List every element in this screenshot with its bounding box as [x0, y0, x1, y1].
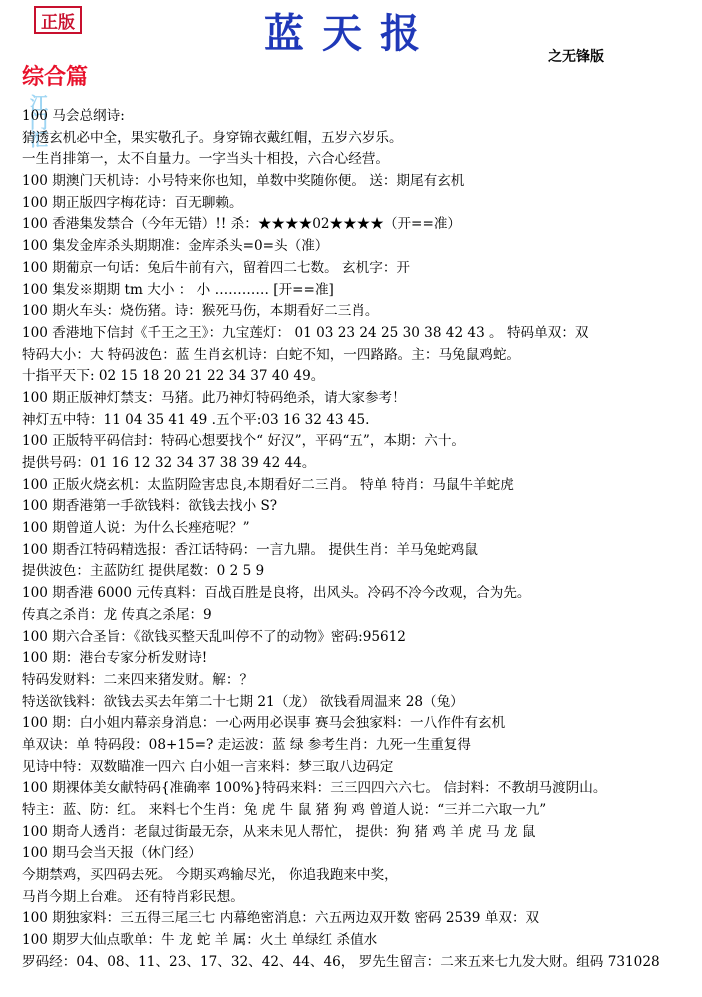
- text-line: 提供号码：01 16 12 32 34 37 38 39 42 44。: [22, 455, 316, 471]
- text-line: 100 期葡京一句话：兔后牛前有六，留着四二七数。 玄机字：开: [22, 259, 411, 276]
- text-line: 单双诀：单 特码段：08+15=? 走运波：蓝 绿 参考生肖：九死一生重复得: [22, 736, 471, 753]
- text-line: 100 期正版四字梅花诗：百无聊赖。: [22, 194, 243, 211]
- text-line: 一生肖排第一，太不自量力。一字当头十相投，六合心经营。: [22, 151, 390, 168]
- text-line: 100 期罗大仙点歌单：牛 龙 蛇 羊 属：火土 单绿红 杀值水: [22, 932, 378, 949]
- text-line: 今期禁鸡，买四码去死。 今期买鸡输尽光， 你追我跑来中奖，: [22, 867, 398, 884]
- text-line: 100 期奇人透肖：老鼠过街最无奈，从来未见人帮忙， 提供：狗 猪 鸡 羊 虎 马 龙 鼠: [22, 823, 536, 840]
- text-line: 100 期：港台专家分析发财诗!: [22, 650, 208, 667]
- text-line: 神灯五中特：11 04 35 41 49 .五个平:03 16 32 43 45.: [22, 411, 370, 428]
- text-line: 特码发财料：二来四来猪发财。解：？: [22, 671, 254, 688]
- section-heading: 综合篇: [22, 64, 89, 90]
- text-line: 猜透玄机必中全，果实敬孔子。身穿锦衣戴红帽，五岁六岁乐。: [22, 129, 403, 146]
- text-line: 100 期曾道人说：为什么长痤疮呢？”: [22, 520, 250, 537]
- text-line: 100 正版特平码信封：特码心想要找个“ 好汉”，平码“五”，本期：六十。: [22, 433, 466, 450]
- text-line: 100 马会总纲诗:: [22, 108, 125, 124]
- text-line: 提供波色：主蓝防红 提供尾数：0 2 5 9: [22, 563, 265, 580]
- text-line: 特码大小：大 特码波色：蓝 生肖玄机诗：白蛇不知，一四路路。主：马兔鼠鸡蛇。: [22, 346, 521, 363]
- edition-label: 之无锋版: [548, 49, 604, 65]
- text-line: 特主：蓝、防：红。 来料七个生肖：兔 虎 牛 鼠 猪 狗 鸡 曾道人说：“三并二六取一九”: [22, 802, 547, 818]
- edition-stamp: 正版: [34, 6, 82, 34]
- text-line: 100 集发金库杀头期期准：金库杀头=0=头（准）: [22, 238, 329, 255]
- text-line: 100 期马会当天报（休门经）: [22, 845, 202, 862]
- text-line: 100 期火车头：烧伤猪。诗：猴死马伤，本期看好二三肖。: [22, 303, 379, 320]
- text-line: 100 期香港 6000 元传真料：百战百胜是良将，出风头。冷码不冷今改观，合为先。: [22, 585, 531, 602]
- text-line: 十指平天下: 02 15 18 20 21 22 34 37 40 49。: [22, 368, 325, 385]
- text-line: 传真之杀肖：龙 传真之杀尾：9: [22, 606, 212, 623]
- watermark: 江门汇: [27, 94, 48, 148]
- text-line: 100 期香港第一手欲钱料：欲钱去找小 S?: [22, 498, 278, 515]
- text-line: 100 正版火烧玄机：太监阴险害忠良,本期看好二三肖。 特单 特肖：马鼠牛羊蛇虎: [22, 476, 514, 493]
- text-line: 100 期香江特码精选报：香江话特码：一言九鼎。 提供生肖：羊马兔蛇鸡鼠: [22, 541, 478, 558]
- text-line: 100 期裸体美女献特码{准确率 100%}特码来料：三三四四六六七。 信封料：不教胡马渡阴山。: [22, 780, 607, 797]
- text-line: 马肖今期上台难。 还有特肖彩民想。: [22, 888, 244, 905]
- text-line: 100 期：白小姐内幕亲身消息：一心两用必误事 赛马会独家料：一八作件有玄机: [22, 715, 506, 732]
- text-line: 100 期澳门天机诗：小号特来你也知，单数中奖随你便。 送：期尾有玄机: [22, 173, 465, 190]
- text-line: 100 集发※期期 tm 大小 ： 小 ………… [开==准]: [22, 281, 334, 298]
- text-line: 100 期六合圣旨：《欲钱买整天乱叫停不了的动物》密码:95612: [22, 628, 406, 645]
- text-line: 100 期独家料：三五得三尾三七 内幕绝密消息：六五两边双开数 密码 2539 单双：双: [22, 910, 540, 927]
- text-line: 100 香港集发禁合（今年无错）!! 杀：★★★★02★★★★（开==准）: [22, 216, 462, 233]
- text-line: 见诗中特：双数瞄准一四六 白小姐一言来料：梦三取八边码定: [22, 758, 394, 775]
- article-body: [22, 106, 692, 974]
- text-line: 100 香港地下信封《千王之王》：九宝莲灯： 01 03 23 24 25 30 38 42 43 。 特码单双：双: [22, 324, 589, 341]
- text-line: 罗码经：04、08、11、23、17、32、42、44、46， 罗先生留言：二来五来七九发大财。组码 731028: [22, 953, 660, 970]
- text-line: 特送欲钱料：欲钱去买去年第二十七期 21（龙） 欲钱看周温来 28（兔）: [22, 693, 464, 710]
- newspaper-title: 蓝天报: [264, 10, 438, 57]
- text-line: 100 期正版神灯禁支：马猪。此乃神灯特码绝杀，请大家参考！: [22, 389, 406, 406]
